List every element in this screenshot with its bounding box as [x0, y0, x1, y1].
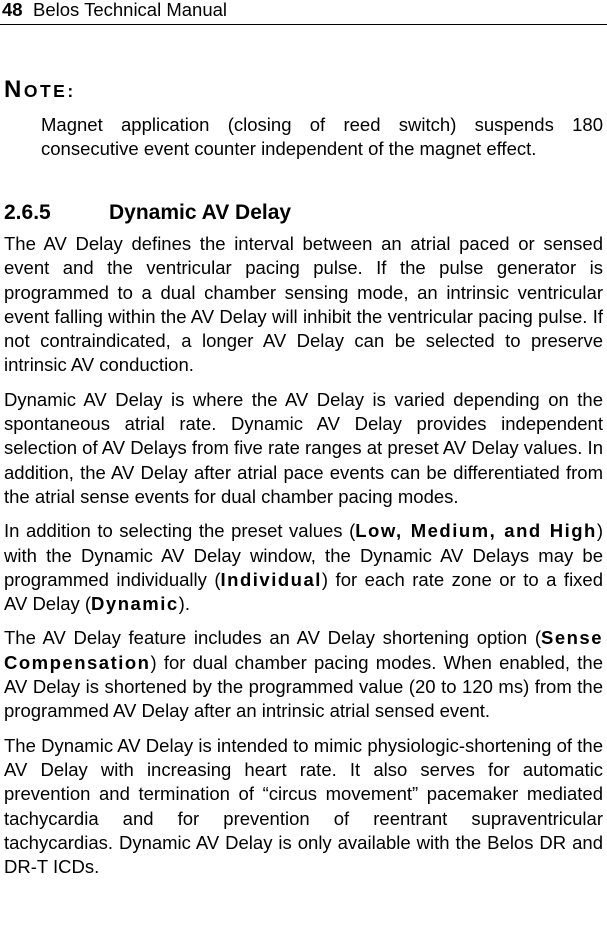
- page-number: 48: [2, 0, 23, 20]
- section-body: [4, 232, 603, 889]
- paragraph-text: ) for each rate zone or to a fixed AV Delay (: [4, 568, 604, 615]
- section-title: Dynamic AV Delay: [109, 201, 292, 224]
- paragraph-physiologic-shortening: The Dynamic AV Delay is intended to mimic physiologic-shortening of the AV Delay with increasing heart rate. It also serves for automatic prevention and termination of “circus movement” pacemaker mediated tachycardia and for prevention of reentrant supraventricular tachycardias. Dynamic AV Delay is only available with the Belos DR and DR-T ICDs.: [4, 734, 603, 878]
- note-heading-rest: OTE:: [23, 81, 76, 101]
- page-header: [0, 0, 607, 25]
- keyword-low-medium-high: Low, Medium, and High: [355, 520, 597, 542]
- paragraph-text: The AV Delay feature includes an AV Delay shortening option (: [4, 627, 541, 649]
- paragraph-av-delay-definition: The AV Delay defines the interval between an atrial paced or sensed event and the ventricular pacing pulse. If the pulse generator is programmed to a dual chamber sensing mode, an intrinsic ventricular event falling within the AV Delay will inhibit the ventricular pacing pulse. If not contraindicated, a longer AV Delay can be selected to preserve intrinsic AV conduction.: [4, 233, 603, 376]
- paragraph-text: ) for dual chamber pacing modes. When enabled, the AV Delay is shortened by the programmed value (20 to 120 ms) from the programmed AV Delay after an intrinsic atrial sensed event.: [4, 651, 603, 722]
- note-text: Magnet application (closing of reed switch) suspends 180 consecutive event counter independent of the magnet effect.: [41, 114, 603, 159]
- note-heading-initial: N: [4, 76, 24, 103]
- paragraph-sense-compensation: [4, 626, 603, 723]
- paragraph-text: ) with the Dynamic AV Delay window, the Dynamic AV Delays may be programmed individually (: [4, 520, 603, 590]
- keyword-sense-compensation: Sense Compensation: [4, 627, 603, 673]
- paragraph-text: In addition to selecting the preset values (: [4, 520, 356, 542]
- paragraph-dynamic-av-delay: Dynamic AV Delay is where the AV Delay is varied depending on the spontaneous atrial rate. Dynamic AV Delay provides independent selection of AV Delays from five rate ranges at preset AV Delay values. In addition, the AV Delay after atrial pace events can be differentiated from the atrial sense events for dual chamber pacing modes.: [4, 388, 603, 507]
- keyword-individual: Individual: [220, 568, 322, 590]
- section-heading: [4, 200, 604, 226]
- section-number: 2.6.5: [4, 201, 51, 224]
- paragraph-text: ).: [178, 593, 190, 615]
- paragraph-preset-values: [4, 519, 603, 616]
- keyword-dynamic: Dynamic: [91, 593, 179, 615]
- note-heading: [4, 77, 76, 104]
- manual-title: Belos Technical Manual: [33, 0, 228, 20]
